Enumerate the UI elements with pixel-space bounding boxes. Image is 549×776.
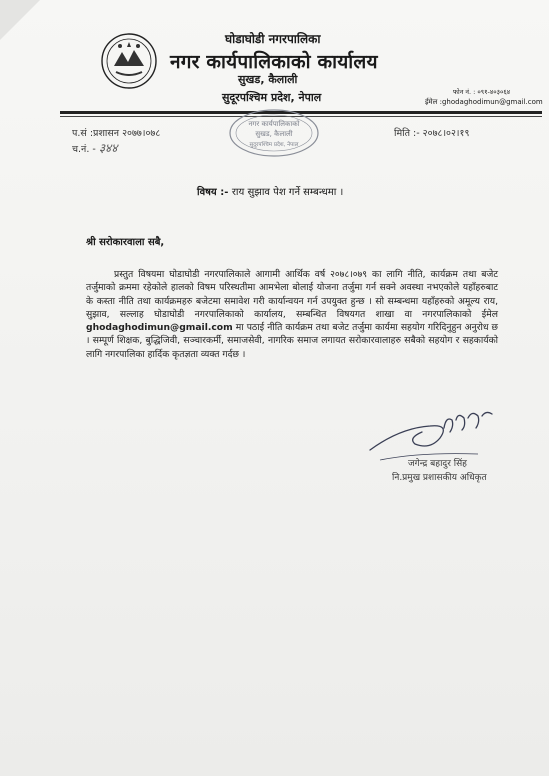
salutation: श्री सरोकारवाला सबै, <box>86 237 165 248</box>
dispatch-number <box>72 139 118 156</box>
subject-label: विषय :- <box>197 187 232 198</box>
office-stamp-icon <box>228 108 320 158</box>
body-email: ghodaghodimun@gmail.com <box>86 322 233 334</box>
office-name: नगर कार्यपालिकाको कार्यालय <box>170 51 378 73</box>
signatory-name: जगेन्द्र बहादुर सिंह <box>408 459 467 469</box>
province-name: सुदूरपश्चिम प्रदेश, नेपाल <box>222 91 322 104</box>
stamp-line-3: सुदूरपश्चिम प्रदेश, नेपाल <box>249 142 299 148</box>
reference-number: प.सं :प्रशासन २०७७।०७८ <box>72 128 161 139</box>
subject-text: राय सुझाव पेश गर्ने सम्बन्धमा । <box>231 187 344 198</box>
body-part-1: प्रस्तुत विषयमा घोडाघोडी नगरपालिकाले आगामी आर्थिक वर्ष २०७८।०७९ का लागि नीति, कार्यक्रम तथा बजेट तर्जुमाको क्रममा रहेकोले हालको विषम परिस्थतीमा आमभेला बोलाई योजना तर्जुमा गर्न सक्ने अवस्था नभएकोले यहाँहरुबाट के कस्ता नीति तथा कार्यक्रमहरु बजेटमा समावेश गरी कार्यान्वयन गर्न उपयुक्त हुन्छ । सो सम्बन्धमा यहाँहरुको अमूल्य राय, सुझाव, सल्लाह घोडाघोडी नगरपालिकाको कार्यालय, सम्बन्धित विषयगत शाखा वा नगरपालिकाको ईमेल <box>86 269 498 320</box>
body-part-2: मा पठाई नीति कार्यक्रम तथा बजेट तर्जुमा कार्यमा सहयोग गरिदिनुहुन अनुरोध छ । सम्पूर्ण शिक्षक, बुद्धिजिवी, सञ्चारकर्मी, समाजसेवी, नागरिक समाज लगायत सरोकारवालाहरु सबैको सहयोग र सहकार्यको लागि नगरपालिका हार्दिक कृतज्ञता व्यक्त गर्दछ । <box>86 322 498 360</box>
nepal-emblem-icon <box>100 32 158 90</box>
district-name: सुखड, कैलाली <box>238 73 298 86</box>
dispatch-label: च.नं. - <box>72 144 99 155</box>
dispatch-value: ३४४ <box>98 141 118 155</box>
municipality-name: घोडाघोडी नगरपालिका <box>225 32 321 46</box>
letter-body <box>86 268 498 361</box>
page-fold <box>0 0 40 40</box>
stamp-line-2: सुखड, कैलाली <box>255 130 293 138</box>
letter-date: मिति :- २०७८।०२।१९ <box>394 128 470 139</box>
stamp-line-1: नगर कार्यपालिकाको <box>248 120 300 128</box>
signatory-title: नि.प्रमुख प्रशासकीय अधिकृत <box>392 473 487 483</box>
contact-phone: फोन नं. : ०९१-४०३०६४ <box>453 88 511 96</box>
contact-email: ईमेल :ghodaghodimun@gmail.com <box>425 98 543 106</box>
subject-line <box>197 184 343 198</box>
